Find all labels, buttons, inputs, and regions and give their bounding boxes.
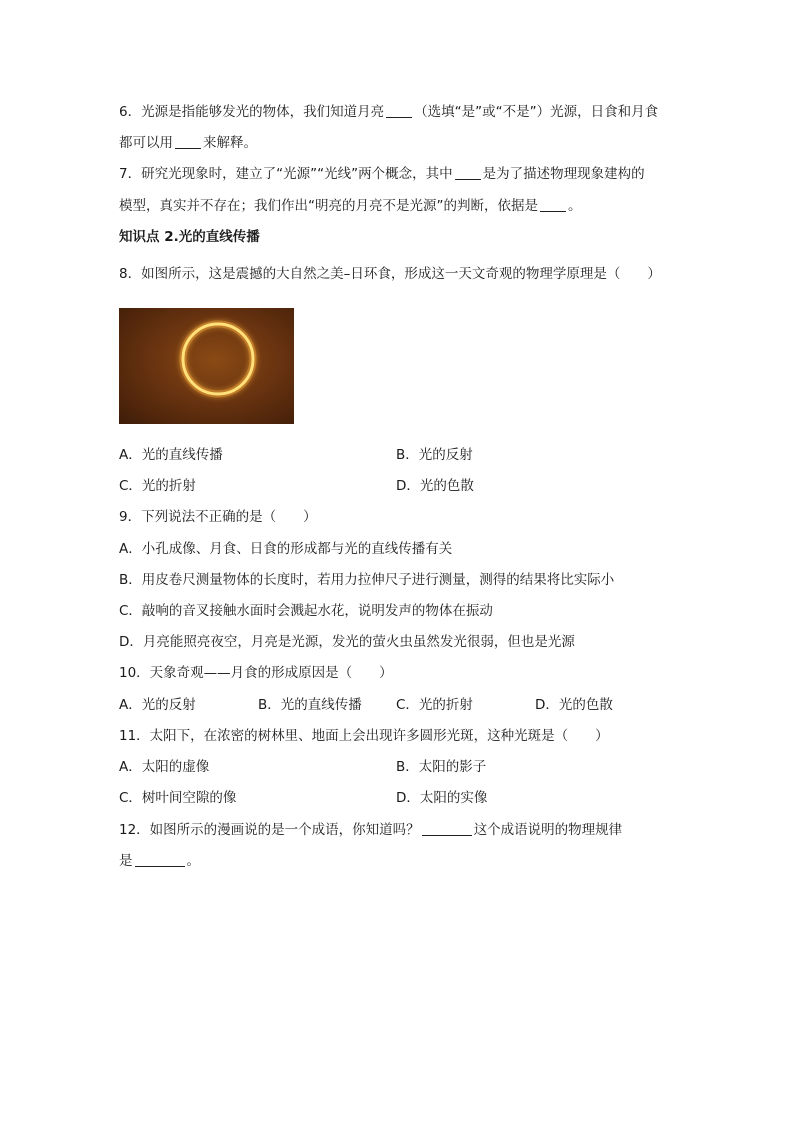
answer-blank[interactable] — [422, 821, 472, 836]
question-12-line-1: 12．如图所示的漫画说的是一个成语，你知道吗？ 这个成语说明的物理规律 — [119, 822, 623, 838]
section-heading: 知识点 2.光的直线传播 — [119, 229, 260, 245]
q10-option-a[interactable]: A．光的反射 — [119, 697, 196, 713]
question-7-line-1: 7．研究光现象时，建立了“光源”“光线”两个概念，其中 是为了描述物理现象建构的 — [119, 166, 645, 182]
answer-blank[interactable] — [175, 134, 201, 149]
q9-option-a[interactable]: A．小孔成像、月食、日食的形成都与光的直线传播有关 — [119, 541, 453, 557]
q11-option-b[interactable]: B．太阳的影子 — [396, 759, 487, 775]
q10-option-c[interactable]: C．光的折射 — [396, 697, 473, 713]
q8-option-a[interactable]: A．光的直线传播 — [119, 447, 223, 463]
answer-blank[interactable] — [455, 165, 481, 180]
answer-blank[interactable] — [135, 852, 185, 867]
question-7-line-2: 模型，真实并不存在；我们作出“明亮的月亮不是光源”的判断，依据是 。 — [119, 198, 582, 214]
question-12-line-2: 是 。 — [119, 853, 200, 869]
annular-eclipse-image — [119, 308, 294, 424]
q11-option-a[interactable]: A．太阳的虚像 — [119, 759, 210, 775]
question-8-stem: 8．如图所示，这是震撼的大自然之美–日环食，形成这一天文奇观的物理学原理是（ ） — [119, 266, 661, 282]
q9-option-d[interactable]: D．月亮能照亮夜空，月亮是光源，发光的萤火虫虽然发光很弱，但也是光源 — [119, 634, 575, 650]
question-6-line-2: 都可以用 来解释。 — [119, 135, 257, 151]
q9-option-c[interactable]: C．敲响的音叉接触水面时会溅起水花，说明发声的物体在振动 — [119, 603, 493, 619]
question-11-stem: 11．太阳下，在浓密的树林里、地面上会出现许多圆形光斑，这种光斑是（ ） — [119, 728, 609, 744]
question-6-line-1: 6．光源是指能够发光的物体，我们知道月亮 （选填“是”或“不是”）光源，日食和月食 — [119, 104, 659, 120]
question-9-stem: 9．下列说法不正确的是（ ） — [119, 509, 317, 525]
question-10-stem: 10．天象奇观——月食的形成原因是（ ） — [119, 665, 393, 681]
q11-option-c[interactable]: C．树叶间空隙的像 — [119, 790, 237, 806]
answer-blank[interactable] — [540, 197, 566, 212]
q8-option-c[interactable]: C．光的折射 — [119, 478, 196, 494]
eclipse-ring-drawing — [119, 308, 294, 424]
answer-blank[interactable] — [386, 103, 412, 118]
q11-option-d[interactable]: D．太阳的实像 — [396, 790, 488, 806]
q8-option-b[interactable]: B．光的反射 — [396, 447, 473, 463]
q10-option-b[interactable]: B．光的直线传播 — [258, 697, 362, 713]
eclipse-ring — [183, 324, 253, 394]
q9-option-b[interactable]: B．用皮卷尺测量物体的长度时，若用力拉伸尺子进行测量，测得的结果将比实际小 — [119, 572, 615, 588]
q8-option-d[interactable]: D．光的色散 — [396, 478, 474, 494]
q10-option-d[interactable]: D．光的色散 — [535, 697, 613, 713]
